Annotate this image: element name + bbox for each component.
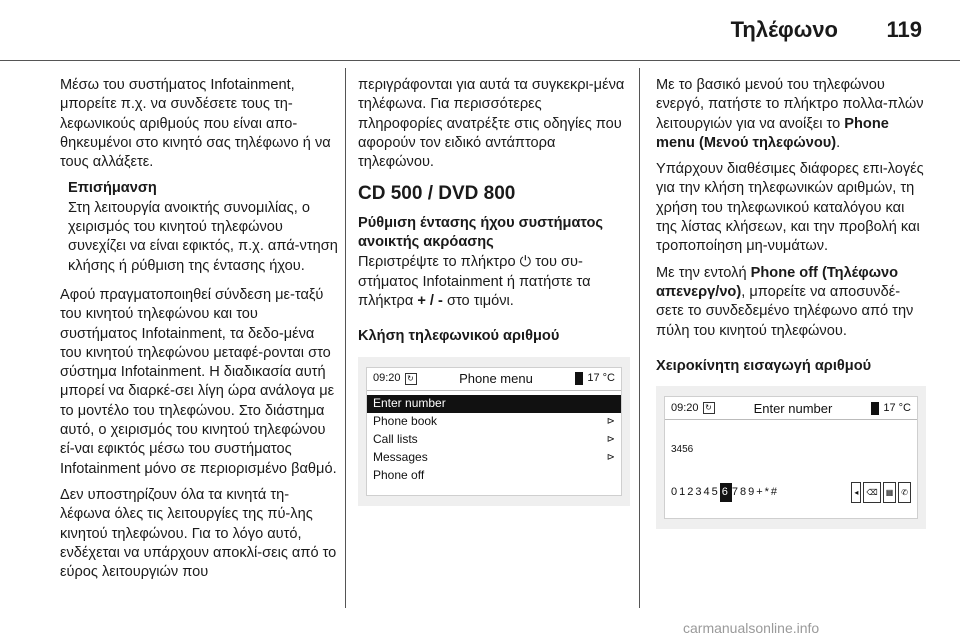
menu-item-call-lists[interactable] xyxy=(367,431,621,449)
menu-item-enter-number[interactable] xyxy=(367,395,621,413)
digit-selected[interactable]: 6 xyxy=(720,483,732,502)
header-rule xyxy=(0,60,960,61)
intro-paragraph: Μέσω του συστήματος Infotainment, μπορείτε π.χ. να συνδέσετε τους τη-λεφωνικούς αριθμούς που είναι απο-θηκευμένοι στο κινητό σας τηλέφωνο ή να τους αλλάξετε. xyxy=(60,77,331,171)
status-temperature: 17 °C xyxy=(883,401,911,414)
column-2 xyxy=(358,76,630,506)
phone-menu-text-c: . xyxy=(836,134,841,151)
digits-after[interactable]: 789+*# xyxy=(731,485,780,498)
status-bar xyxy=(665,397,917,420)
connection-paragraph: Αφού πραγματοποιηθεί σύνδεση με-ταξύ του κινητού τηλεφώνου και του συστήματος Infotainment, τα δεδο-μένα του κινητού τηλεφώνου μεταφέ-ρονται στο σύστημα Infotainment. Η διαδικασία αυτή μπορεί να διαρκέ-σει λίγη ώρα ανάλογα με το μοντέλο του τηλεφώνου. Στο διάστημα αυτό, ο χειρισμός του κινητού τηλεφώνου εί-ναι εφικτός μέσω του συστήματος Infotainment μόνο σε περιορισμένο βαθμό. xyxy=(60,286,337,477)
menu-item-label: Call lists xyxy=(373,431,418,446)
refresh-icon: ↻ xyxy=(405,373,417,385)
status-bar xyxy=(367,368,621,391)
digits-before[interactable]: 012345 xyxy=(671,485,720,498)
volume-paragraph xyxy=(358,253,630,311)
support-paragraph: Δεν υποστηρίζουν όλα τα κινητά τη-λέφωνα όλες τις λειτουργίες της πύ-λης κινητού τηλεφώνου. Για το λόγο αυτό, ενδέχεται να υπάρχουν αποκλί-σεις από το εύρος λειτουργιών που xyxy=(60,486,337,581)
note-title: Επισήμανση xyxy=(68,180,157,197)
menu-item-messages[interactable] xyxy=(367,449,621,467)
phone-menu-text-a: Με το βασικό μενού του τηλεφώνου ενεργό, πατήστε το πλήκτρο πολλα-πλών λειτουργιών για να ανοίξει το xyxy=(656,77,924,132)
section-title: CD 500 / DVD 800 xyxy=(358,183,516,205)
volume-text-c: στο τιμόνι. xyxy=(446,292,514,309)
chevron-right-icon: ⊳ xyxy=(606,415,615,427)
power-icon: ⏻ xyxy=(519,254,532,271)
menu-item-label: Enter number xyxy=(373,395,446,410)
menu-list xyxy=(367,391,621,495)
chevron-right-icon: ⊳ xyxy=(606,451,615,463)
column-divider-1 xyxy=(345,68,346,608)
page-number: 119 xyxy=(886,17,922,42)
menu-item-phone-book[interactable] xyxy=(367,413,621,431)
screen-title: Phone menu xyxy=(459,370,533,386)
watermark: carmanualsonline.info xyxy=(683,620,820,636)
dial-subheading: Κλήση τηλεφωνικού αριθμού xyxy=(358,328,560,345)
phone-menu-term: Phone menu (Μενού τηλεφώνου) xyxy=(656,115,889,151)
phone-off-text-a: Με την εντολή xyxy=(656,264,747,281)
manual-entry-subheading: Χειροκίνητη εισαγωγή αριθμού xyxy=(656,357,872,374)
phone-menu-screen xyxy=(366,367,622,496)
menu-item-label: Messages xyxy=(373,449,428,464)
speller-controls xyxy=(851,482,911,503)
volume-text-a: Περιστρέψτε το πλήκτρο xyxy=(358,254,516,271)
menu-item-phone-off[interactable] xyxy=(367,467,621,485)
volume-subheading: Ρύθμιση έντασης ήχου συστήματος ανοικτής ακρόασης xyxy=(358,214,604,251)
enter-number-screenshot xyxy=(656,386,926,529)
menu-item-label: Phone off xyxy=(373,467,425,482)
status-temperature: 17 °C xyxy=(587,371,615,384)
header-title: Τηλέφωνο xyxy=(730,17,838,42)
column-3 xyxy=(656,76,926,529)
phone-off-text-c: , μπορείτε να αποσυνδέ-σετε το συνδεδεμένο τηλέφωνο από την πύλη του κινητού τηλεφώνου. xyxy=(656,283,914,339)
column-divider-2 xyxy=(639,68,640,608)
phone-off-paragraph xyxy=(656,264,926,341)
keypad-icon[interactable]: ▦ xyxy=(883,482,897,503)
volume-keys: + / - xyxy=(417,292,443,309)
page-header xyxy=(0,0,960,58)
chevron-right-icon: ⊳ xyxy=(606,433,615,445)
note-block xyxy=(68,179,338,275)
status-time: 09:20 xyxy=(671,401,699,414)
digit-speller[interactable] xyxy=(665,480,917,504)
phone-menu-paragraph xyxy=(656,76,926,153)
screen-title: Enter number xyxy=(753,400,833,416)
continuation-paragraph: περιγράφονται για αυτά τα συγκεκρι-μένα τηλέφωνα. Για περισσότερες πληροφορίες ανατρέξτε στις οδηγίες που αφορούν τον ειδικό αντάπτορα τηλεφώνου. xyxy=(358,77,625,171)
entered-number: 3456 xyxy=(671,444,694,456)
status-time: 09:20 xyxy=(373,371,401,384)
phone-menu-screenshot xyxy=(358,357,630,506)
phone-signal-icon xyxy=(575,372,583,385)
column-1 xyxy=(60,76,338,589)
enter-number-screen xyxy=(664,396,918,519)
menu-item-label: Phone book xyxy=(373,413,438,428)
note-body: Στη λειτουργία ανοικτής συνομιλίας, ο χειρισμός του κινητού τηλεφώνου συνεχίζει να είναι εφικτός, π.χ. απά-ντηση κλήσης ή ρύθμιση της έντασης ήχου. xyxy=(68,199,338,274)
options-paragraph: Υπάρχουν διαθέσιμες διάφορες επι-λογές για την κλήση τηλεφωνικών αριθμών, τη χρήση του τηλεφωνικού καταλόγου και της λίστας κλήσεων, και την προβολή και τροποποίηση μη-νυμάτων. xyxy=(656,161,924,255)
screen-spacer xyxy=(665,504,917,518)
phone-signal-icon xyxy=(871,402,879,415)
delete-icon[interactable]: ⌫ xyxy=(863,482,880,503)
volume-text-b: του συ-στήματος Infotainment ή πατήστε τα πλήκτρα xyxy=(358,254,591,309)
backspace-icon[interactable]: ◂ xyxy=(851,482,861,503)
refresh-icon: ↻ xyxy=(703,402,715,414)
phone-off-term: Phone off (Τηλέφωνο απενεργ/νο) xyxy=(656,264,899,300)
call-icon[interactable]: ✆ xyxy=(898,482,911,503)
